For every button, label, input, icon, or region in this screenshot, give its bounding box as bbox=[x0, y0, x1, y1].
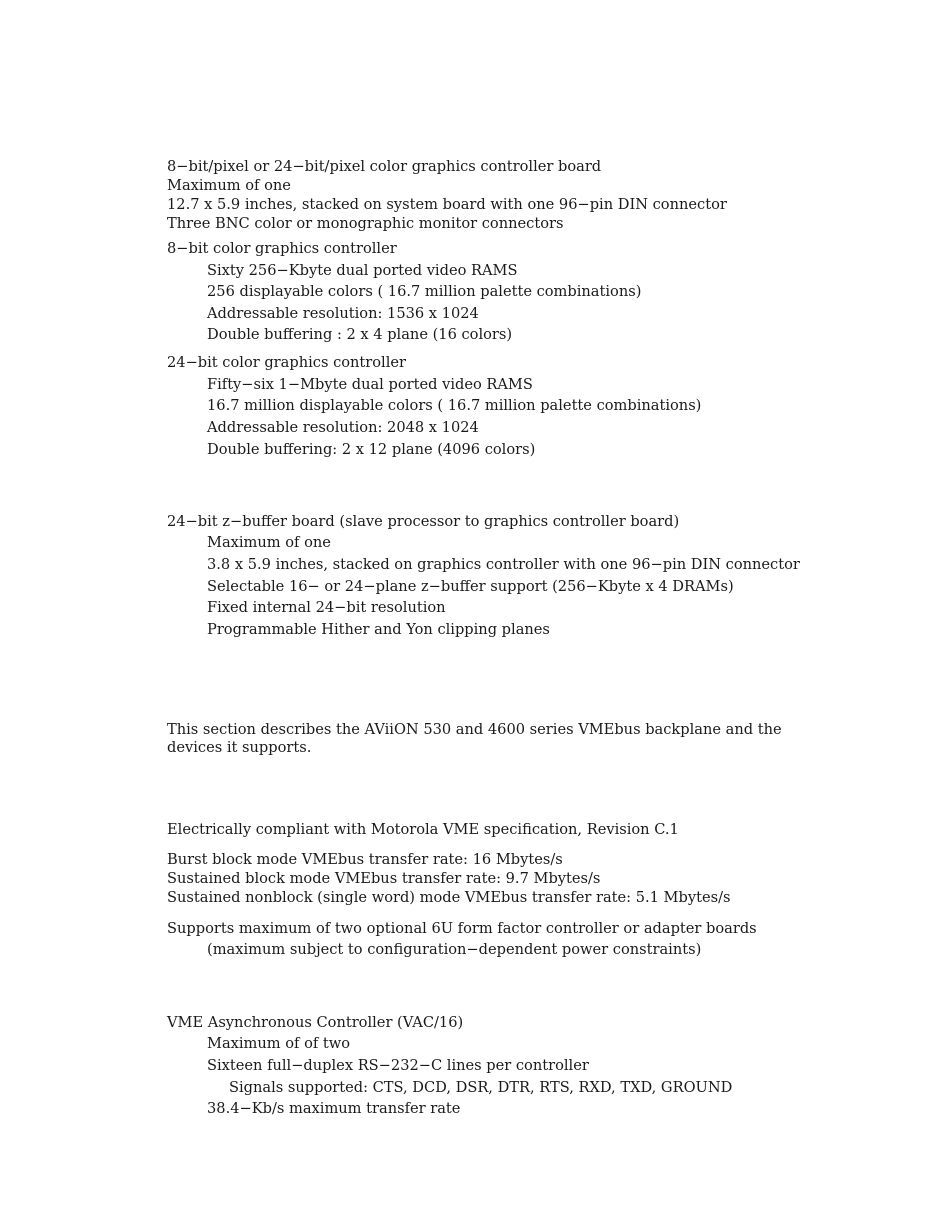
zbuffer-item: Fixed internal 24−bit resolution bbox=[207, 599, 446, 616]
graphics-board-type: 8−bit/pixel or 24−bit/pixel color graphics controller board bbox=[167, 158, 602, 175]
vac-rate: 38.4−Kb/s maximum transfer rate bbox=[207, 1100, 461, 1117]
vmebus-compliance: Electrically compliant with Motorola VME specification, Revision C.1 bbox=[167, 821, 679, 838]
controller-24bit-item: 16.7 million displayable colors ( 16.7 million palette combinations) bbox=[207, 397, 702, 414]
zbuffer-item: Programmable Hither and Yon clipping planes bbox=[207, 621, 550, 638]
controller-8bit-title: 8−bit color graphics controller bbox=[167, 240, 397, 257]
graphics-board-max: Maximum of one bbox=[167, 177, 291, 194]
vmebus-rate: Sustained block mode VMEbus transfer rate: 9.7 Mbytes/s bbox=[167, 870, 601, 887]
vmebus-rate: Burst block mode VMEbus transfer rate: 16 Mbytes/s bbox=[167, 851, 563, 868]
controller-24bit-item: Double buffering: 2 x 12 plane (4096 colors) bbox=[207, 441, 536, 458]
vac-title: VME Asynchronous Controller (VAC/16) bbox=[167, 1014, 464, 1031]
zbuffer-item: Maximum of one bbox=[207, 534, 331, 551]
vmebus-intro-line: This section describes the AViiON 530 and 4600 series VMEbus backplane and the bbox=[167, 721, 782, 738]
controller-24bit-item: Addressable resolution: 2048 x 1024 bbox=[207, 419, 479, 436]
vmebus-boards: Supports maximum of two optional 6U form factor controller or adapter boards bbox=[167, 920, 757, 937]
zbuffer-title: 24−bit z−buffer board (slave processor to graphics controller board) bbox=[167, 513, 680, 530]
graphics-board-connectors: Three BNC color or monographic monitor connectors bbox=[167, 215, 564, 232]
vmebus-boards-note: (maximum subject to configuration−dependent power constraints) bbox=[207, 941, 702, 958]
controller-8bit-item: Sixty 256−Kbyte dual ported video RAMS bbox=[207, 262, 518, 279]
graphics-board-size: 12.7 x 5.9 inches, stacked on system board with one 96−pin DIN connector bbox=[167, 196, 727, 213]
controller-8bit-item: 256 displayable colors ( 16.7 million palette combinations) bbox=[207, 283, 642, 300]
vmebus-rate: Sustained nonblock (single word) mode VMEbus transfer rate: 5.1 Mbytes/s bbox=[167, 889, 731, 906]
controller-8bit-item: Double buffering : 2 x 4 plane (16 colors) bbox=[207, 326, 513, 343]
controller-8bit-item: Addressable resolution: 1536 x 1024 bbox=[207, 305, 479, 322]
vac-signals: Signals supported: CTS, DCD, DSR, DTR, RTS, RXD, TXD, GROUND bbox=[229, 1079, 733, 1096]
vmebus-intro-line: devices it supports. bbox=[167, 739, 312, 756]
zbuffer-item: 3.8 x 5.9 inches, stacked on graphics controller with one 96−pin DIN connector bbox=[207, 556, 800, 573]
zbuffer-item: Selectable 16− or 24−plane z−buffer support (256−Kbyte x 4 DRAMs) bbox=[207, 578, 734, 595]
controller-24bit-item: Fifty−six 1−Mbyte dual ported video RAMS bbox=[207, 376, 533, 393]
controller-24bit-title: 24−bit color graphics controller bbox=[167, 354, 407, 371]
vac-max: Maximum of of two bbox=[207, 1035, 351, 1052]
vac-lines: Sixteen full−duplex RS−232−C lines per controller bbox=[207, 1057, 589, 1074]
